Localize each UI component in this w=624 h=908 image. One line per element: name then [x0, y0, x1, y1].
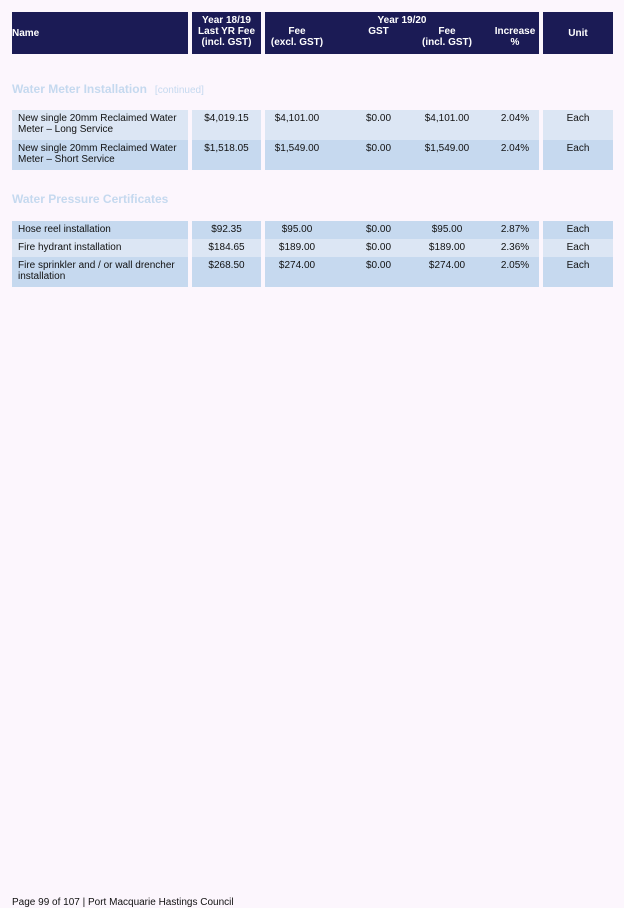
page-footer: Page 99 of 107 | Port Macquarie Hastings Council	[12, 897, 234, 908]
row-fee-excl: $189.00	[278, 242, 316, 253]
row-name	[12, 110, 188, 140]
row-last-year-fee: $4,019.15	[192, 110, 261, 140]
header-increase	[485, 26, 545, 48]
header-last-year-line1: Last YR Fee	[197, 26, 256, 37]
row-increase: 2.87%	[500, 224, 530, 235]
row-name-line1: New single 20mm Reclaimed Water	[18, 143, 177, 154]
header-fee-incl-line1: Fee	[438, 26, 456, 37]
row-increase: 2.05%	[500, 260, 530, 271]
header-increase-line2: %	[510, 37, 520, 48]
row-gst: $0.00	[365, 260, 392, 271]
row-last-year-fee: $1,518.05	[192, 140, 261, 170]
table-row	[12, 221, 613, 239]
row-last-year-fee: $268.50	[192, 257, 261, 287]
table-row	[12, 110, 613, 140]
row-fee-excl: $4,101.00	[274, 113, 320, 124]
row-fee-incl: $189.00	[428, 242, 466, 253]
row-unit: Each	[543, 221, 613, 239]
header-fee-excl-line2: (excl. GST)	[270, 37, 324, 48]
row-increase: 2.04%	[500, 143, 530, 154]
row-unit: Each	[543, 110, 613, 140]
row-name-line1: Fire hydrant installation	[18, 242, 122, 253]
row-name-line2: Meter – Short Service	[18, 154, 115, 165]
row-name-line1: New single 20mm Reclaimed Water	[18, 113, 177, 124]
row-last-year-fee: $92.35	[192, 221, 261, 239]
row-increase: 2.04%	[500, 113, 530, 124]
table-row	[12, 239, 613, 257]
table-row	[12, 140, 613, 170]
row-gst: $0.00	[365, 242, 392, 253]
header-fee-incl-line2: (incl. GST)	[422, 37, 472, 48]
row-gst: $0.00	[365, 113, 392, 124]
header-last-year-title: Year 18/19	[202, 15, 251, 26]
row-name-line1: Hose reel installation	[18, 224, 111, 235]
row-unit: Each	[543, 239, 613, 257]
section-title-water-pressure	[12, 192, 168, 206]
header-last-year-line2: (incl. GST)	[201, 37, 252, 48]
header-year-title: Year 19/20	[377, 15, 427, 26]
section-continued-label: [continued]	[154, 85, 204, 96]
row-name	[12, 140, 188, 170]
row-increase: 2.36%	[500, 242, 530, 253]
row-current-year	[265, 221, 539, 239]
row-fee-excl: $274.00	[278, 260, 316, 271]
row-fee-excl: $1,549.00	[274, 143, 320, 154]
header-fee-excl	[267, 26, 327, 48]
row-fee-incl: $95.00	[431, 224, 463, 235]
row-unit: Each	[543, 257, 613, 287]
header-fee-excl-line1: Fee	[288, 26, 306, 37]
row-gst: $0.00	[365, 224, 392, 235]
row-name	[12, 239, 188, 257]
header-gst	[351, 26, 406, 37]
header-last-year	[192, 12, 261, 54]
header-increase-line1: Increase	[494, 26, 536, 37]
row-current-year	[265, 140, 539, 170]
row-name-line1: Fire sprinkler and / or wall drencher	[18, 260, 175, 271]
row-current-year	[265, 239, 539, 257]
header-unit	[543, 12, 613, 54]
section-title-text: Water Meter Installation	[12, 82, 147, 96]
section-title-water-meter	[12, 82, 204, 96]
row-name-line2: Meter – Long Service	[18, 124, 114, 135]
header-name	[12, 12, 188, 54]
row-gst: $0.00	[365, 143, 392, 154]
header-name-label: Name	[12, 27, 40, 39]
header-gst-label: GST	[368, 26, 389, 37]
row-last-year-fee: $184.65	[192, 239, 261, 257]
header-fee-incl	[411, 26, 483, 48]
table-header	[12, 12, 613, 54]
row-current-year	[265, 257, 539, 287]
table-row	[12, 257, 613, 287]
row-fee-incl: $274.00	[428, 260, 466, 271]
header-unit-label: Unit	[568, 27, 588, 39]
row-fee-excl: $95.00	[281, 224, 313, 235]
row-name	[12, 257, 188, 287]
row-unit: Each	[543, 140, 613, 170]
section-title-text: Water Pressure Certificates	[12, 192, 169, 206]
row-name	[12, 221, 188, 239]
row-current-year	[265, 110, 539, 140]
row-fee-incl: $1,549.00	[424, 143, 470, 154]
row-name-line2: installation	[18, 271, 66, 282]
header-current-year	[265, 12, 539, 54]
row-fee-incl: $4,101.00	[424, 113, 470, 124]
